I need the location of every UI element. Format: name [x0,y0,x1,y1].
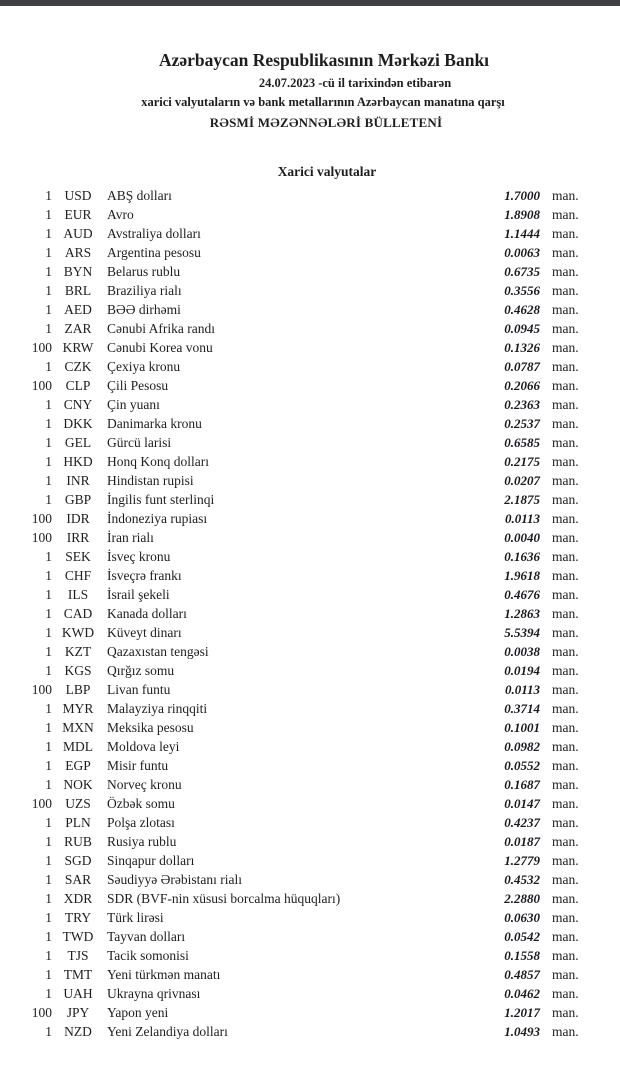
rate-value: 1.2779 [504,853,540,868]
unit-label: man. [552,1005,579,1020]
currency-code: CLP [65,378,91,393]
currency-code: EGP [65,758,91,773]
currency-code: INR [66,473,90,488]
rate-value: 0.2175 [504,454,540,469]
unit-label: man. [552,625,579,640]
quantity: 1 [45,853,52,868]
unit-label: man. [552,986,579,1001]
currency-name: BƏƏ dirhəmi [107,302,181,317]
unit-label: man. [552,663,579,678]
unit-label: man. [552,245,579,260]
unit-label: man. [552,720,579,735]
rates-table [0,186,620,1041]
currency-name: Rusiya rublu [107,834,177,849]
currency-code: CNY [63,397,93,412]
currency-code: AUD [63,226,93,241]
currency-code: MYR [62,701,94,716]
rate-row [0,471,620,490]
currency-code: KRW [62,340,94,355]
rate-row [0,908,620,927]
quantity: 1 [45,397,52,412]
rate-row [0,984,620,1003]
unit-label: man. [552,739,579,754]
bulletin-header [0,6,620,131]
quantity: 1 [45,492,52,507]
rate-value: 0.6585 [504,435,540,450]
unit-label: man. [552,910,579,925]
rate-value: 0.1326 [504,340,540,355]
quantity: 1 [45,663,52,678]
quantity: 1 [45,758,52,773]
quantity: 1 [45,568,52,583]
currency-name: Qazaxıstan tengəsi [107,644,209,659]
rate-value: 1.9618 [504,568,540,583]
quantity: 1 [45,359,52,374]
rate-value: 0.0462 [504,986,540,1001]
rate-row [0,813,620,832]
rate-row [0,718,620,737]
rate-value: 2.2880 [504,891,540,906]
currency-name: Yeni türkmən manatı [107,967,221,982]
unit-label: man. [552,207,579,222]
rate-value: 0.0040 [504,530,540,545]
unit-label: man. [552,188,579,203]
unit-label: man. [552,416,579,431]
rate-row [0,623,620,642]
effective-date-line: 24.07.2023 -cü il tarixindən etibarən [258,76,452,90]
rate-value: 0.1687 [504,777,540,792]
currency-code: TRY [64,910,92,925]
currency-code: NOK [63,777,93,792]
currency-name: Malayziya rinqqiti [107,701,208,716]
quantity: 1 [45,910,52,925]
quantity: 100 [31,530,52,545]
currency-code: IRR [66,530,90,545]
currency-code: MXN [62,720,94,735]
quantity: 1 [45,777,52,792]
currency-code: GEL [64,435,92,450]
rate-value: 0.0113 [504,682,540,697]
currency-name: Argentina pesosu [107,245,201,260]
rate-row [0,262,620,281]
rate-row [0,357,620,376]
quantity: 100 [31,511,52,526]
currency-code: ZAR [64,321,92,336]
quantity: 1 [45,967,52,982]
quantity: 100 [31,796,52,811]
currency-code: BRL [64,283,92,298]
rate-row [0,433,620,452]
rate-value: 0.0982 [504,739,540,754]
currency-code: MDL [63,739,93,754]
rate-row [0,699,620,718]
currency-code: CZK [64,359,92,374]
currency-code: HKD [63,454,93,469]
currency-name: Çin yuanı [107,397,160,412]
unit-label: man. [552,378,579,393]
currency-name: İsrail şekeli [107,587,170,602]
rate-row [0,585,620,604]
currency-code: SEK [65,549,91,564]
rate-row [0,566,620,585]
rate-value: 1.0493 [504,1024,540,1039]
currency-name: İndoneziya rupiası [107,511,208,526]
currency-code: XDR [63,891,93,906]
unit-label: man. [552,758,579,773]
quantity: 1 [45,283,52,298]
unit-label: man. [552,587,579,602]
unit-label: man. [552,568,579,583]
rate-value: 0.2066 [504,378,540,393]
rate-value: 2.1875 [504,492,540,507]
currency-name: Cənubi Korea vonu [107,340,213,355]
quantity: 1 [45,264,52,279]
currency-name: Cənubi Afrika randı [107,321,215,336]
currency-name: Belarus rublu [107,264,181,279]
rate-row [0,300,620,319]
quantity: 1 [45,815,52,830]
unit-label: man. [552,359,579,374]
currency-code: SAR [64,872,92,887]
unit-label: man. [552,796,579,811]
unit-label: man. [552,321,579,336]
unit-label: man. [552,283,579,298]
currency-name: Meksika pesosu [107,720,194,735]
section-title: Xarici valyutalar [277,164,377,179]
currency-code: SGD [64,853,92,868]
quantity: 100 [31,682,52,697]
quantity: 1 [45,245,52,260]
unit-label: man. [552,454,579,469]
unit-label: man. [552,302,579,317]
currency-code: KWD [61,625,95,640]
quantity: 100 [31,340,52,355]
quantity: 1 [45,948,52,963]
unit-label: man. [552,549,579,564]
rate-row [0,775,620,794]
rate-row [0,452,620,471]
quantity: 1 [45,321,52,336]
rate-value: 1.7000 [504,188,540,203]
rate-value: 0.0787 [504,359,540,374]
currency-name: Avro [107,207,134,222]
currency-name: Polşa zlotası [107,815,175,830]
rate-value: 0.2363 [504,397,540,412]
rate-row [0,1003,620,1022]
unit-label: man. [552,891,579,906]
rate-value: 0.4237 [504,815,540,830]
currency-code: TJS [67,948,89,963]
currency-name: Norveç kronu [107,777,182,792]
currency-code: RUB [64,834,92,849]
currency-name: Sinqapur dolları [107,853,195,868]
rate-row [0,870,620,889]
rate-row [0,224,620,243]
rate-row [0,794,620,813]
rate-row [0,1022,620,1041]
rate-value: 0.0552 [504,758,540,773]
currency-name: Danimarka kronu [107,416,202,431]
rate-row [0,528,620,547]
rate-row [0,205,620,224]
rate-value: 0.1636 [504,549,540,564]
rate-row [0,186,620,205]
rate-value: 0.4532 [504,872,540,887]
quantity: 1 [45,188,52,203]
currency-name: Gürcü larisi [107,435,172,450]
currency-name: Yeni Zelandiya dolları [107,1024,228,1039]
currency-code: UZS [65,796,91,811]
quantity: 1 [45,891,52,906]
quantity: 1 [45,834,52,849]
quantity: 1 [45,226,52,241]
rate-value: 0.2537 [504,416,540,431]
currency-code: DKK [63,416,93,431]
currency-code: GBP [64,492,92,507]
rate-row [0,414,620,433]
currency-name: İsveçrə frankı [107,568,182,583]
rate-value: 0.0147 [504,796,540,811]
currency-name: Avstraliya dolları [107,226,201,241]
rate-value: 0.0063 [504,245,540,260]
currency-name: Səudiyyə Ərəbistanı rialı [107,872,242,887]
quantity: 1 [45,435,52,450]
rate-row [0,376,620,395]
currency-name: Türk lirəsi [107,910,164,925]
rate-value: 0.3556 [504,283,540,298]
rate-value: 0.1558 [504,948,540,963]
currency-name: Livan funtu [107,682,171,697]
currency-name: Küveyt dinarı [107,625,182,640]
rate-value: 0.0945 [504,321,540,336]
rate-row [0,338,620,357]
unit-label: man. [552,872,579,887]
quantity: 1 [45,207,52,222]
currency-code: EUR [64,207,92,222]
quantity: 1 [45,701,52,716]
currency-name: Kanada dolları [107,606,187,621]
currency-name: Hindistan rupisi [107,473,194,488]
quantity: 1 [45,454,52,469]
unit-label: man. [552,435,579,450]
unit-label: man. [552,530,579,545]
currency-name: İran rialı [107,530,154,545]
quantity: 100 [31,1005,52,1020]
currency-name: İngilis funt sterlinqi [107,492,215,507]
rate-value: 0.4676 [504,587,540,602]
currency-name: Çexiya kronu [107,359,181,374]
currency-code: PLN [65,815,91,830]
bank-name: Azərbaycan Respublikasının Mərkəzi Bankı [158,50,490,70]
rate-value: 0.6735 [504,264,540,279]
rate-value: 0.0038 [504,644,540,659]
rate-row [0,965,620,984]
currency-name: İsveç kronu [107,549,171,564]
quantity: 1 [45,739,52,754]
currency-name: Çili Pesosu [107,378,169,393]
quantity: 1 [45,606,52,621]
currency-code: JPY [66,1005,90,1020]
rate-value: 1.2863 [504,606,540,621]
unit-label: man. [552,644,579,659]
quantity: 1 [45,302,52,317]
quantity: 100 [31,378,52,393]
rate-value: 1.8908 [504,207,540,222]
currency-name: Honq Konq dolları [107,454,209,469]
currency-name: Braziliya rialı [107,283,182,298]
currency-code: TMT [63,967,93,982]
quantity: 1 [45,929,52,944]
currency-name: Misir funtu [107,758,169,773]
currency-code: KZT [64,644,92,659]
currency-code: USD [64,188,92,203]
rate-value: 0.3714 [504,701,540,716]
rate-row [0,737,620,756]
quantity: 1 [45,644,52,659]
subject-line: xarici valyutaların və bank metallarının Azərbaycan manatına qarşı [141,95,505,109]
unit-label: man. [552,473,579,488]
unit-label: man. [552,606,579,621]
rate-value: 0.0113 [504,511,540,526]
currency-name: Ukrayna qrivnası [107,986,201,1001]
currency-name: Tayvan dolları [107,929,186,944]
unit-label: man. [552,226,579,241]
rate-row [0,756,620,775]
unit-label: man. [552,397,579,412]
rate-value: 0.4857 [504,967,540,982]
bulletin-title: RƏSMİ MƏZƏNNƏLƏRİ BÜLLETENİ [209,115,443,130]
rate-value: 0.0194 [504,663,540,678]
rate-row [0,889,620,908]
rate-value: 0.0630 [504,910,540,925]
rate-row [0,509,620,528]
currency-code: KGS [64,663,92,678]
rate-row [0,946,620,965]
quantity: 1 [45,720,52,735]
quantity: 1 [45,473,52,488]
rate-row [0,661,620,680]
unit-label: man. [552,511,579,526]
quantity: 1 [45,872,52,887]
rate-row [0,680,620,699]
currency-name: Özbək somu [107,796,175,811]
quantity: 1 [45,416,52,431]
quantity: 1 [45,986,52,1001]
unit-label: man. [552,492,579,507]
quantity: 1 [45,549,52,564]
quantity: 1 [45,1024,52,1039]
rate-value: 0.0187 [504,834,540,849]
currency-code: ILS [67,587,89,602]
currency-name: SDR (BVF-nin xüsusi borcalma hüquqları) [107,891,341,906]
rate-value: 0.0207 [504,473,540,488]
currency-code: BYN [63,264,93,279]
rate-row [0,490,620,509]
currency-code: IDR [66,511,90,526]
rate-row [0,604,620,623]
rate-value: 5.5394 [504,625,540,640]
currency-name: Qırğız somu [107,663,175,678]
rate-row [0,927,620,946]
rate-row [0,243,620,262]
unit-label: man. [552,682,579,697]
currency-name: ABŞ dolları [107,188,172,203]
unit-label: man. [552,834,579,849]
rate-row [0,319,620,338]
unit-label: man. [552,264,579,279]
rate-value: 0.1001 [504,720,540,735]
currency-name: Tacik somonisi [107,948,189,963]
currency-code: LBP [65,682,91,697]
rate-row [0,851,620,870]
quantity: 1 [45,587,52,602]
currency-name: Moldova leyi [107,739,180,754]
unit-label: man. [552,1024,579,1039]
unit-label: man. [552,929,579,944]
rate-row [0,547,620,566]
currency-code: CHF [64,568,92,583]
rate-value: 1.2017 [504,1005,540,1020]
currency-code: UAH [63,986,93,1001]
rate-value: 1.1444 [504,226,540,241]
unit-label: man. [552,948,579,963]
currency-code: AED [64,302,92,317]
unit-label: man. [552,777,579,792]
unit-label: man. [552,853,579,868]
unit-label: man. [552,815,579,830]
unit-label: man. [552,340,579,355]
currency-code: TWD [62,929,94,944]
rate-row [0,642,620,661]
rate-value: 0.4628 [504,302,540,317]
currency-name: Yapon yeni [107,1005,169,1020]
currency-code: NZD [64,1024,92,1039]
currency-code: CAD [63,606,93,621]
unit-label: man. [552,967,579,982]
rate-value: 0.0542 [504,929,540,944]
unit-label: man. [552,701,579,716]
currency-code: ARS [64,245,92,260]
rate-row [0,832,620,851]
rate-row [0,281,620,300]
quantity: 1 [45,625,52,640]
rate-row [0,395,620,414]
